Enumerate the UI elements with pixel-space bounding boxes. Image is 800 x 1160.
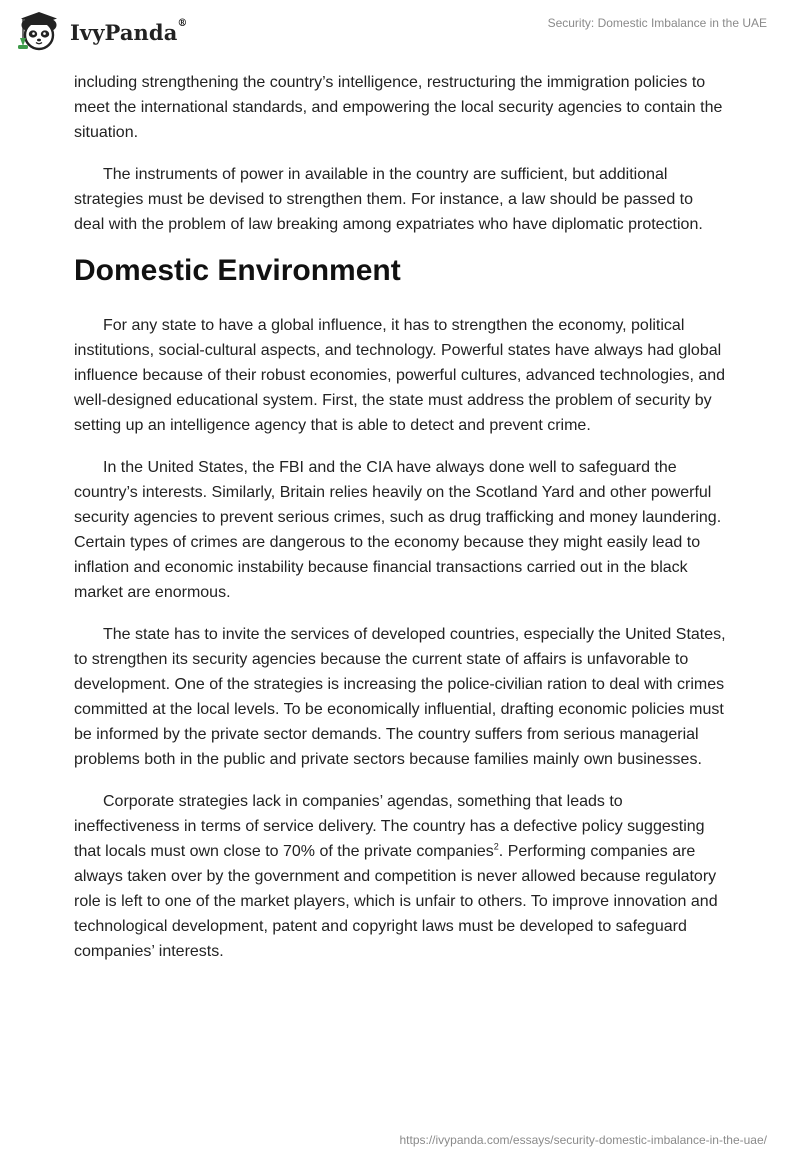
paragraph [74,789,726,964]
paragraph-text: . Performing companies are always taken over by the government and competition is never allowed because regulatory role is left to one of the market players, which is unfair to others. To improve innovation and technological development, patent and copyright laws must be developed to safeguard companies’ interests. [74,843,718,960]
section-heading: Domestic Environment [74,254,401,287]
paragraph: For any state to have a global influence, it has to strengthen the economy, political institutions, social-cultural aspects, and technology. Powerful states have always had global influence because of their robust economies, powerful cultures, advanced technologies, and well-designed educational system. First, the state must address the problem of security by setting up an intelligence agency that is able to detect and prevent crime. [74,317,726,434]
panda-graduate-icon [14,9,64,55]
document-title: Security: Domestic Imbalance in the UAE [547,16,767,30]
paragraph: The state has to invite the services of developed countries, especially the United States, to strengthen its security agencies because the current state of affairs is unfavorable to development. One of the strategies is increasing the police-civilian ration to deal with crimes committed at the local levels. To be economically influential, drafting economic policies must be informed by the private sector demands. The country suffers from serious managerial problems both in the public and private sectors because families mainly own businesses. [74,626,726,768]
paragraph: The instruments of power in available in the country are sufficient, but additional strategies must be devised to strengthen them. For instance, a law should be passed to deal with the problem of law breaking among expatriates who have diplomatic protection. [74,166,703,233]
paragraph-text: Corporate strategies lack in companies’ agendas, something that leads to ineffectiveness in terms of service delivery. The country has a defective policy suggesting that locals must own close to 70% of the private companies [74,793,705,860]
page-header [0,0,800,62]
source-url[interactable]: https://ivypanda.com/essays/security-domestic-imbalance-in-the-uae/ [399,1133,767,1147]
paragraph-continued: including strengthening the country’s intelligence, restructuring the immigration policies to meet the international standards, and empowering the local security agencies to contain the situation. [74,74,723,141]
essay-body [74,70,726,981]
logo-wordmark: IvyPanda® [70,17,188,45]
paragraph: In the United States, the FBI and the CIA have always done well to safeguard the country’s interests. Similarly, Britain relies heavily on the Scotland Yard and other powerful security agencies to prevent serious crimes, such as drug trafficking and money laundering. Certain types of crimes are dangerous to the economy because they might easily lead to inflation and economic instability because financial transactions carried out in the black market are enormous. [74,459,722,601]
footnote-marker[interactable]: 2 [493,841,499,852]
ivypanda-logo[interactable] [14,9,188,55]
